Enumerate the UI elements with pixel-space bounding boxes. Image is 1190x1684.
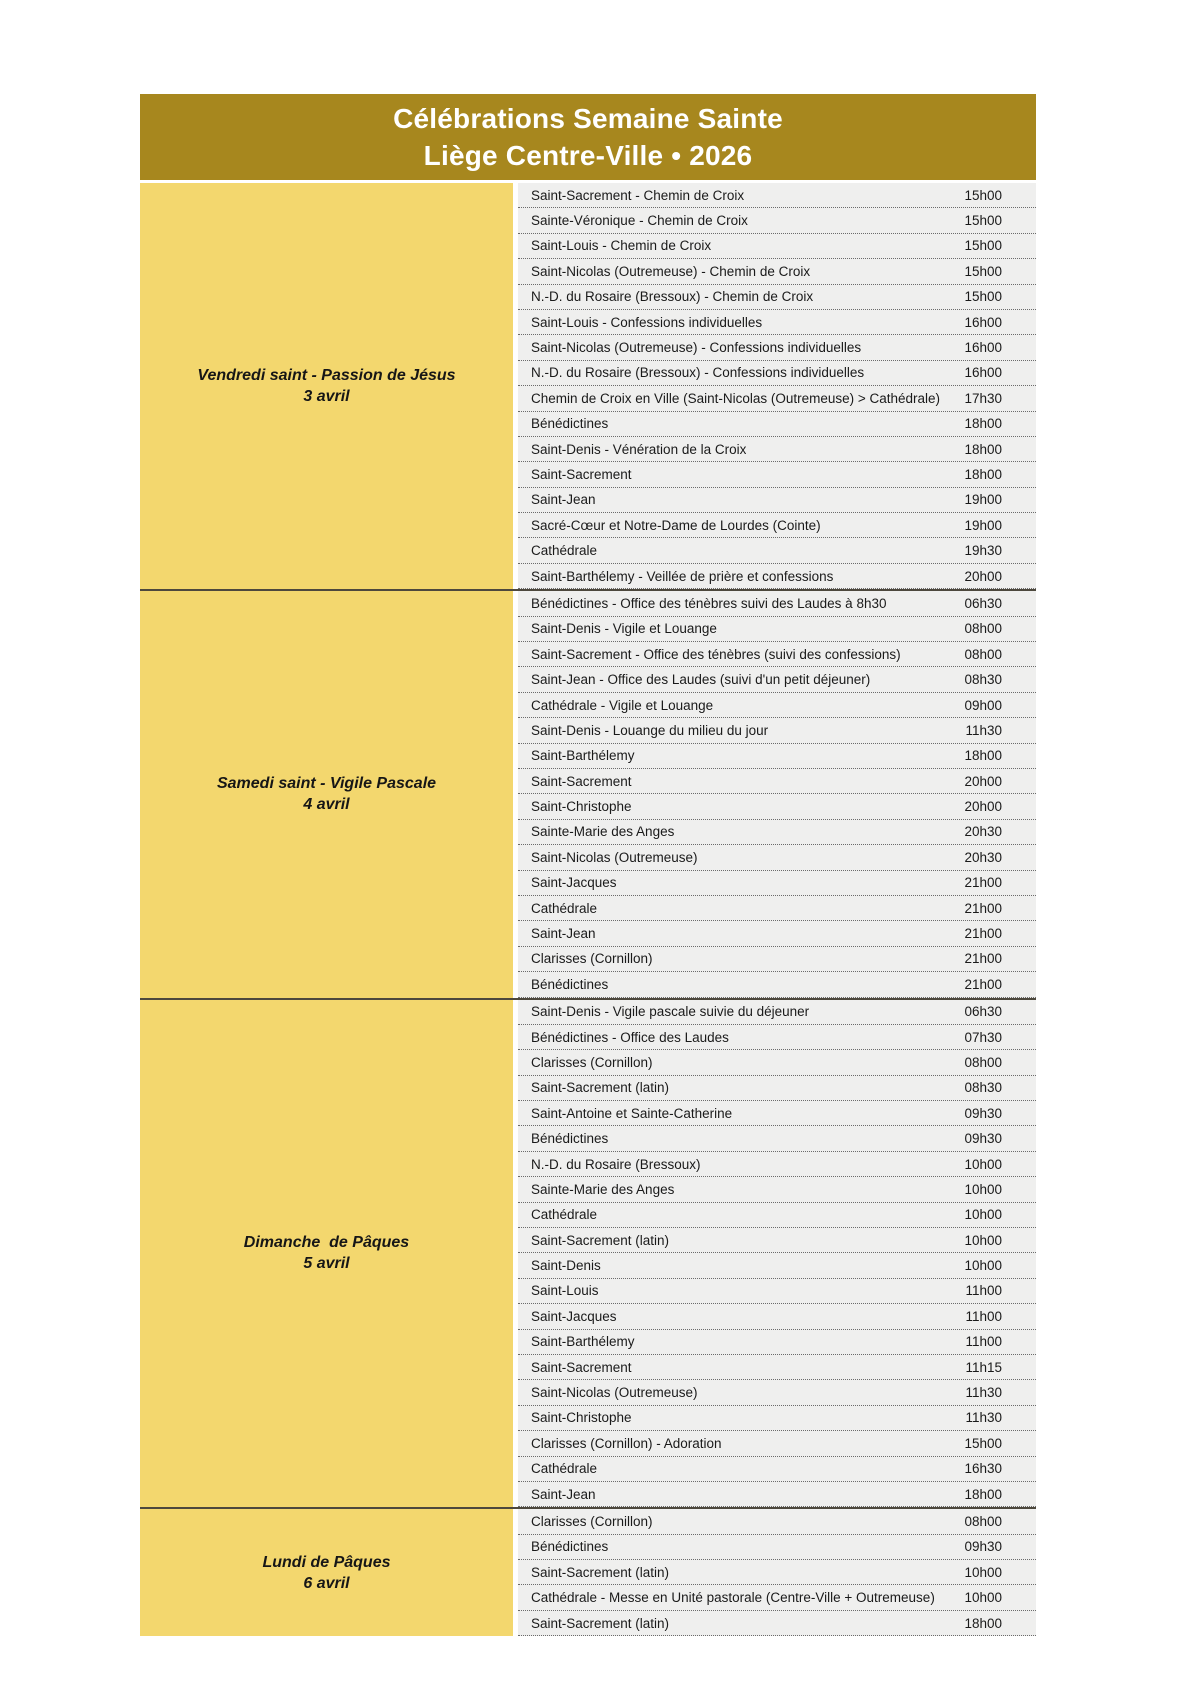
schedule-row (518, 896, 1036, 921)
schedule-row (518, 361, 1036, 386)
schedule-row (518, 820, 1036, 845)
event-time: 08h00 (964, 1514, 1002, 1529)
day-section (140, 589, 1036, 997)
schedule-row (518, 1279, 1036, 1304)
event-time: 16h30 (964, 1461, 1002, 1477)
event-time: 11h30 (965, 1385, 1002, 1401)
event-label: Clarisses (Cornillon) - Adoration (531, 1435, 722, 1451)
schedule-row (518, 1253, 1036, 1278)
event-label: Saint-Jean - Office des Laudes (suivi d'un petit déjeuner) (531, 672, 871, 688)
event-time: 15h00 (964, 213, 1002, 229)
event-time: 15h00 (964, 187, 1002, 203)
schedule-row (518, 667, 1036, 692)
event-label: Saint-Jean (531, 926, 596, 942)
event-label: Saint-Denis - Louange du milieu du jour (531, 722, 769, 738)
event-time: 21h00 (964, 951, 1002, 967)
schedule-row (518, 591, 1036, 616)
event-time: 15h00 (964, 1435, 1002, 1451)
event-label: Sainte-Marie des Anges (531, 1181, 675, 1197)
event-time: 09h30 (964, 1131, 1002, 1147)
event-time: 21h00 (964, 900, 1002, 916)
schedule-row (518, 1126, 1036, 1151)
event-time: 18h00 (964, 748, 1002, 764)
event-time: 09h00 (964, 697, 1002, 713)
day-date: 6 avril (303, 1574, 350, 1592)
event-time: 08h00 (964, 621, 1002, 637)
event-label: Cathédrale (531, 1461, 598, 1477)
event-label: Saint-Sacrement - Chemin de Croix (531, 187, 745, 203)
schedule-row (518, 1203, 1036, 1228)
event-label: Sainte-Véronique - Chemin de Croix (531, 213, 748, 229)
day-title: Vendredi saint - Passion de Jésus (197, 367, 456, 385)
event-label: Saint-Sacrement (latin) (531, 1564, 670, 1580)
event-time: 18h00 (964, 1615, 1002, 1631)
event-label: Saint-Sacrement (531, 466, 632, 482)
event-label: Saint-Barthélemy (531, 748, 635, 764)
event-time: 18h00 (964, 441, 1002, 457)
schedule-row (518, 234, 1036, 259)
event-label: Bénédictines (531, 976, 609, 992)
event-label: Saint-Sacrement (latin) (531, 1615, 670, 1631)
event-time: 18h00 (964, 466, 1002, 482)
page-subtitle: Liège Centre-Ville • 2026 (423, 140, 753, 171)
schedule-row (518, 538, 1036, 563)
event-time: 06h30 (964, 1004, 1002, 1020)
schedule-row (518, 947, 1036, 972)
section-rows (518, 1509, 1036, 1636)
event-time: 10h00 (964, 1258, 1002, 1274)
schedule-row (518, 310, 1036, 335)
schedule-row (518, 488, 1036, 513)
schedule-row (518, 1330, 1036, 1355)
event-label: Saint-Barthélemy - Veillée de prière et confessions (531, 568, 834, 584)
section-rows (518, 1000, 1036, 1508)
page-title: Célébrations Semaine Sainte (393, 103, 783, 134)
event-label: Chemin de Croix en Ville (Saint-Nicolas (Outremeuse) > Cathédrale) (531, 390, 941, 406)
event-time: 15h00 (964, 289, 1002, 305)
event-time: 20h00 (964, 799, 1002, 815)
event-label: N.-D. du Rosaire (Bressoux) - Chemin de Croix (531, 289, 814, 305)
day-date: 5 avril (303, 1255, 350, 1273)
day-title: Samedi saint - Vigile Pascale (216, 775, 437, 793)
event-time: 10h00 (964, 1564, 1002, 1580)
event-label: Saint-Nicolas (Outremeuse) (531, 1385, 698, 1401)
schedule-body (140, 183, 1036, 1636)
schedule-row (518, 183, 1036, 208)
schedule-row (518, 1076, 1036, 1101)
event-label: Clarisses (Cornillon) (531, 951, 653, 967)
schedule-row (518, 718, 1036, 743)
schedule-row (518, 513, 1036, 538)
event-label: Saint-Jean (531, 492, 596, 508)
event-time: 11h15 (965, 1359, 1002, 1375)
schedule-row (518, 794, 1036, 819)
event-label: Saint-Sacrement - Office des ténèbres (suivi des confessions) (531, 646, 901, 662)
schedule-row (518, 1406, 1036, 1431)
day-label-cell (140, 1509, 513, 1636)
event-time: 21h00 (964, 926, 1002, 942)
event-label: Sainte-Marie des Anges (531, 824, 675, 840)
event-time: 08h30 (964, 672, 1002, 688)
schedule-row (518, 769, 1036, 794)
event-label: Saint-Denis - Vénération de la Croix (531, 441, 747, 457)
event-time: 21h00 (964, 875, 1002, 891)
event-label: Saint-Barthélemy (531, 1334, 635, 1350)
event-label: Saint-Denis - Vigile pascale suivie du déjeuner (531, 1004, 810, 1020)
event-time: 10h00 (964, 1156, 1002, 1172)
schedule-row (518, 1177, 1036, 1202)
section-rows (518, 183, 1036, 589)
event-label: Bénédictines - Office des Laudes (531, 1029, 729, 1045)
schedule-row (518, 744, 1036, 769)
event-time: 21h00 (964, 976, 1002, 992)
event-time: 11h30 (965, 722, 1002, 738)
event-time: 19h30 (964, 543, 1002, 559)
schedule-row (518, 1304, 1036, 1329)
event-label: Clarisses (Cornillon) (531, 1054, 653, 1070)
event-label: Cathédrale (531, 900, 598, 916)
event-time: 18h00 (964, 416, 1002, 432)
schedule-row (518, 921, 1036, 946)
event-time: 09h30 (964, 1539, 1002, 1555)
event-time: 15h00 (964, 263, 1002, 279)
event-time: 18h00 (964, 1486, 1002, 1502)
event-time: 10h00 (964, 1590, 1002, 1606)
schedule-row (518, 1000, 1036, 1025)
schedule-row (518, 564, 1036, 589)
event-label: N.-D. du Rosaire (Bressoux) - Confessions individuelles (531, 365, 865, 381)
event-time: 20h00 (964, 773, 1002, 789)
event-label: Saint-Louis - Chemin de Croix (531, 238, 712, 254)
event-time: 11h30 (965, 1410, 1002, 1426)
event-label: Cathédrale - Vigile et Louange (531, 697, 714, 713)
day-title: Lundi de Pâques (262, 1553, 391, 1571)
event-time: 09h30 (964, 1105, 1002, 1121)
schedule-row (518, 693, 1036, 718)
schedule-row (518, 208, 1036, 233)
schedule-row (518, 617, 1036, 642)
event-label: Saint-Sacrement (latin) (531, 1232, 670, 1248)
schedule-row (518, 1025, 1036, 1050)
day-date: 4 avril (303, 796, 350, 814)
event-label: Cathédrale - Messe en Unité pastorale (Centre-Ville + Outremeuse) (531, 1590, 935, 1606)
document-header-banner (140, 94, 1036, 180)
event-label: Saint-Christophe (531, 799, 632, 815)
event-time: 16h00 (964, 340, 1002, 356)
schedule-row (518, 1228, 1036, 1253)
schedule-row (518, 412, 1036, 437)
schedule-row (518, 437, 1036, 462)
schedule-row (518, 1431, 1036, 1456)
event-label: Cathédrale (531, 543, 598, 559)
event-time: 16h00 (964, 314, 1002, 330)
day-label-cell (140, 1000, 513, 1508)
event-time: 15h00 (964, 238, 1002, 254)
event-label: Saint-Jacques (531, 875, 617, 891)
event-label: Cathédrale (531, 1207, 598, 1223)
schedule-row (518, 1101, 1036, 1126)
event-label: Bénédictines - Office des ténèbres suivi des Laudes à 8h30 (531, 595, 887, 611)
schedule-row (518, 1482, 1036, 1507)
day-title: Dimanche de Pâques (243, 1234, 410, 1252)
schedule-row (518, 972, 1036, 997)
event-label: N.-D. du Rosaire (Bressoux) (531, 1156, 701, 1172)
event-label: Saint-Denis - Vigile et Louange (531, 621, 717, 637)
event-label: Saint-Nicolas (Outremeuse) - Confessions individuelles (531, 340, 862, 356)
schedule-row (518, 1611, 1036, 1636)
event-time: 20h30 (964, 824, 1002, 840)
event-time: 10h00 (964, 1232, 1002, 1248)
event-time: 06h30 (964, 595, 1002, 611)
event-label: Saint-Denis (531, 1258, 601, 1274)
event-time: 17h30 (964, 390, 1002, 406)
schedule-row (518, 1560, 1036, 1585)
event-label: Bénédictines (531, 416, 609, 432)
event-label: Saint-Sacrement (531, 1359, 632, 1375)
event-time: 16h00 (964, 365, 1002, 381)
event-label: Saint-Christophe (531, 1410, 632, 1426)
event-label: Saint-Jean (531, 1486, 596, 1502)
event-time: 10h00 (964, 1207, 1002, 1223)
event-label: Saint-Nicolas (Outremeuse) - Chemin de Croix (531, 263, 811, 279)
event-time: 20h00 (964, 568, 1002, 584)
schedule-row (518, 642, 1036, 667)
schedule-row (518, 1380, 1036, 1405)
schedule-row (518, 871, 1036, 896)
event-label: Saint-Jacques (531, 1308, 617, 1324)
event-label: Saint-Nicolas (Outremeuse) (531, 849, 698, 865)
schedule-row (518, 335, 1036, 360)
schedule-row (518, 1585, 1036, 1610)
event-label: Bénédictines (531, 1539, 609, 1555)
event-time: 08h00 (964, 1054, 1002, 1070)
event-label: Saint-Louis - Confessions individuelles (531, 314, 763, 330)
schedule-row (518, 1535, 1036, 1560)
schedule-row (518, 1050, 1036, 1075)
event-label: Sacré-Cœur et Notre-Dame de Lourdes (Cointe) (531, 517, 821, 533)
schedule-document (140, 94, 1036, 1636)
day-section (140, 183, 1036, 589)
event-label: Clarisses (Cornillon) (531, 1514, 653, 1529)
event-label: Saint-Antoine et Sainte-Catherine (531, 1105, 733, 1121)
event-time: 08h00 (964, 646, 1002, 662)
event-time: 20h30 (964, 849, 1002, 865)
day-section (140, 1507, 1036, 1636)
event-time: 11h00 (965, 1283, 1002, 1299)
schedule-row (518, 1509, 1036, 1534)
schedule-row (518, 259, 1036, 284)
schedule-row (518, 1355, 1036, 1380)
event-time: 11h00 (965, 1334, 1002, 1350)
event-label: Saint-Louis (531, 1283, 599, 1299)
event-label: Saint-Sacrement (latin) (531, 1080, 670, 1096)
day-date: 3 avril (303, 388, 350, 406)
event-time: 19h00 (964, 492, 1002, 508)
schedule-row (518, 1152, 1036, 1177)
schedule-row (518, 462, 1036, 487)
event-time: 08h30 (964, 1080, 1002, 1096)
event-label: Saint-Sacrement (531, 773, 632, 789)
day-label-cell (140, 591, 513, 997)
event-time: 19h00 (964, 517, 1002, 533)
schedule-row (518, 285, 1036, 310)
schedule-row (518, 1457, 1036, 1482)
section-rows (518, 591, 1036, 997)
event-time: 11h00 (965, 1308, 1002, 1324)
schedule-row (518, 386, 1036, 411)
event-time: 07h30 (964, 1029, 1002, 1045)
day-section (140, 998, 1036, 1508)
event-time: 10h00 (964, 1181, 1002, 1197)
day-label-cell (140, 183, 513, 589)
schedule-row (518, 845, 1036, 870)
event-label: Bénédictines (531, 1131, 609, 1147)
